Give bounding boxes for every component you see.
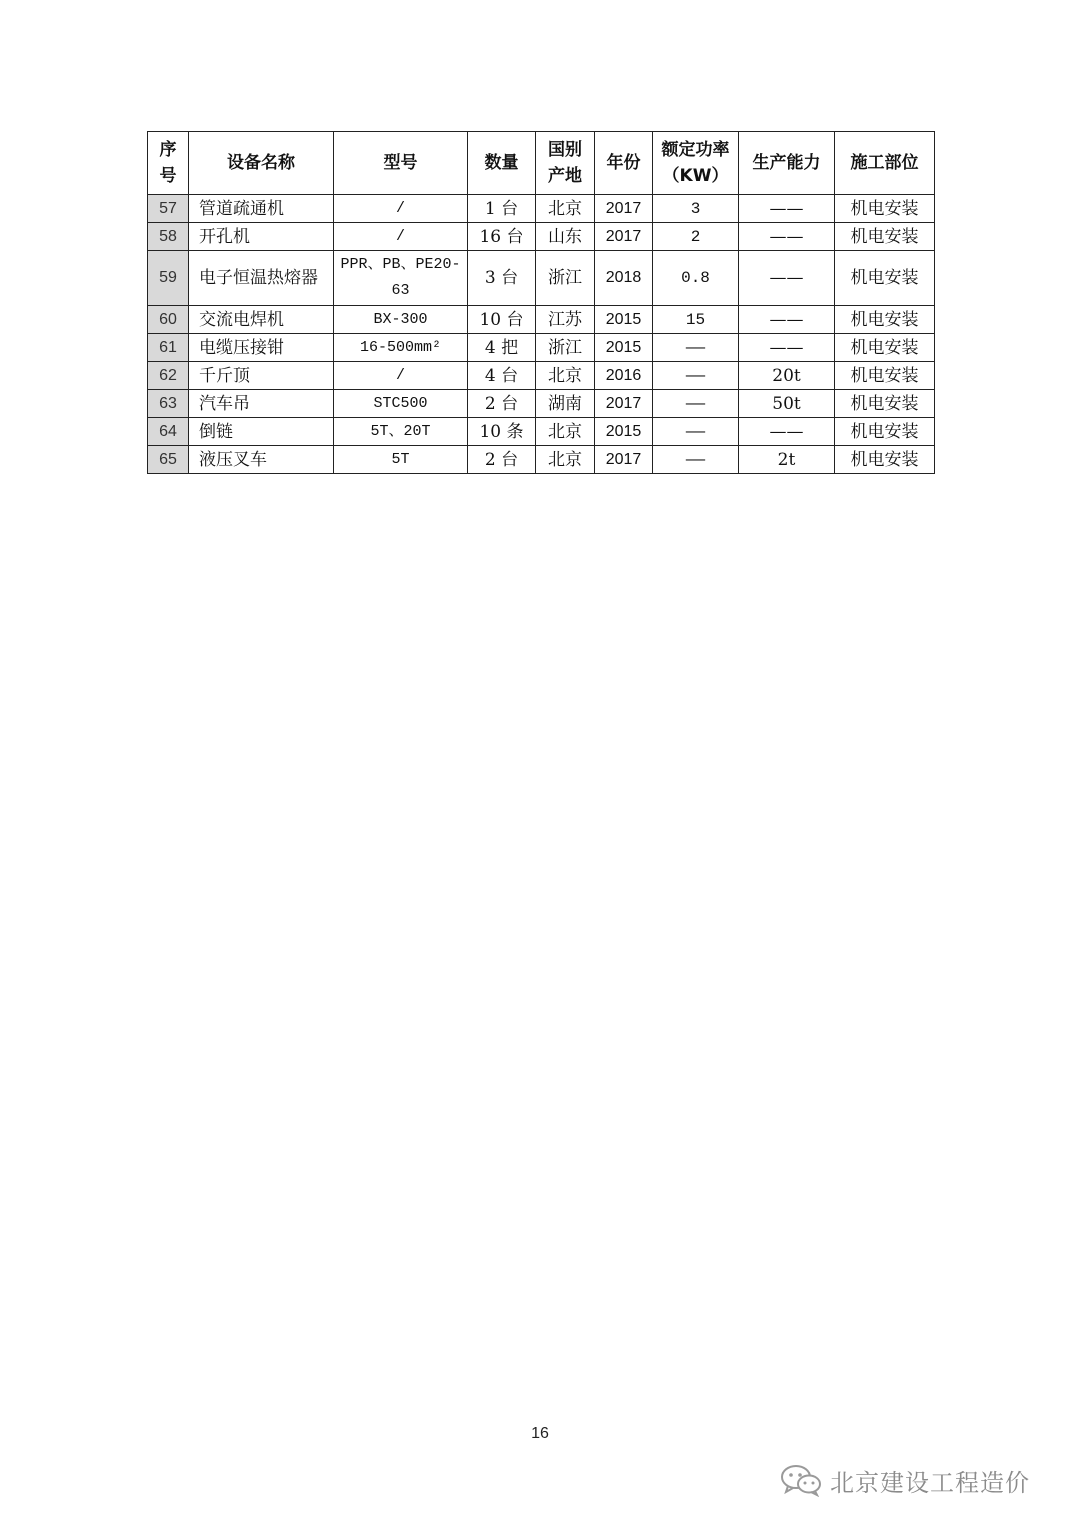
header-capacity: 生产能力 — [739, 132, 835, 195]
cell-location: 机电安装 — [835, 223, 935, 251]
header-name: 设备名称 — [189, 132, 334, 195]
cell-year: 2017 — [595, 223, 653, 251]
cell-location: 机电安装 — [835, 334, 935, 362]
cell-capacity: —— — [739, 195, 835, 223]
table-row — [148, 390, 935, 418]
cell-location: 机电安装 — [835, 195, 935, 223]
cell-qty: 10 台 — [468, 306, 536, 334]
table-row — [148, 223, 935, 251]
cell-seq: 57 — [148, 195, 189, 223]
cell-origin: 湖南 — [536, 390, 595, 418]
cell-model: / — [334, 223, 468, 251]
cell-model: / — [334, 362, 468, 390]
header-model: 型号 — [334, 132, 468, 195]
cell-qty: 4 把 — [468, 334, 536, 362]
cell-year: 2017 — [595, 195, 653, 223]
cell-seq: 58 — [148, 223, 189, 251]
cell-capacity: 50t — [739, 390, 835, 418]
table-header-row — [148, 132, 935, 195]
cell-seq: 62 — [148, 362, 189, 390]
cell-power: 3 — [653, 195, 739, 223]
cell-name: 管道疏通机 — [189, 195, 334, 223]
cell-capacity: —— — [739, 334, 835, 362]
cell-origin: 江苏 — [536, 306, 595, 334]
cell-power: —— — [653, 446, 739, 474]
table-row — [148, 195, 935, 223]
cell-qty: 2 台 — [468, 390, 536, 418]
wechat-icon — [780, 1463, 822, 1497]
cell-year: 2016 — [595, 362, 653, 390]
cell-model: STC500 — [334, 390, 468, 418]
table-row — [148, 446, 935, 474]
cell-qty: 4 台 — [468, 362, 536, 390]
cell-qty: 1 台 — [468, 195, 536, 223]
table-row — [148, 362, 935, 390]
cell-seq: 61 — [148, 334, 189, 362]
cell-name: 汽车吊 — [189, 390, 334, 418]
cell-origin: 北京 — [536, 362, 595, 390]
cell-capacity: —— — [739, 251, 835, 306]
cell-year: 2018 — [595, 251, 653, 306]
cell-model: 5T — [334, 446, 468, 474]
cell-seq: 64 — [148, 418, 189, 446]
cell-power: —— — [653, 362, 739, 390]
table-row — [148, 418, 935, 446]
cell-power: 15 — [653, 306, 739, 334]
header-year: 年份 — [595, 132, 653, 195]
cell-location: 机电安装 — [835, 418, 935, 446]
cell-capacity: 2t — [739, 446, 835, 474]
cell-seq: 63 — [148, 390, 189, 418]
cell-qty: 3 台 — [468, 251, 536, 306]
cell-origin: 浙江 — [536, 251, 595, 306]
cell-model: PPR、PB、PE20-63 — [334, 251, 468, 306]
cell-year: 2015 — [595, 418, 653, 446]
table-row — [148, 306, 935, 334]
cell-year: 2017 — [595, 390, 653, 418]
cell-power: —— — [653, 334, 739, 362]
header-seq: 序号 — [148, 132, 189, 195]
table-body — [148, 195, 935, 474]
cell-capacity: —— — [739, 306, 835, 334]
cell-power: 2 — [653, 223, 739, 251]
cell-model: 5T、20T — [334, 418, 468, 446]
cell-seq: 65 — [148, 446, 189, 474]
cell-capacity: 20t — [739, 362, 835, 390]
page-number: 16 — [531, 1425, 549, 1442]
cell-origin: 浙江 — [536, 334, 595, 362]
equipment-table — [147, 131, 935, 474]
cell-year: 2015 — [595, 306, 653, 334]
cell-name: 开孔机 — [189, 223, 334, 251]
header-qty: 数量 — [468, 132, 536, 195]
header-location: 施工部位 — [835, 132, 935, 195]
cell-capacity: —— — [739, 418, 835, 446]
cell-name: 交流电焊机 — [189, 306, 334, 334]
cell-name: 电缆压接钳 — [189, 334, 334, 362]
cell-location: 机电安装 — [835, 251, 935, 306]
cell-location: 机电安装 — [835, 306, 935, 334]
cell-name: 倒链 — [189, 418, 334, 446]
cell-year: 2015 — [595, 334, 653, 362]
cell-location: 机电安装 — [835, 446, 935, 474]
cell-power: —— — [653, 390, 739, 418]
header-power: 额定功率（KW） — [653, 132, 739, 195]
cell-qty: 2 台 — [468, 446, 536, 474]
watermark-text: 北京建设工程造价 — [830, 1468, 1030, 1497]
header-origin: 国别产地 — [536, 132, 595, 195]
cell-power: —— — [653, 418, 739, 446]
cell-capacity: —— — [739, 223, 835, 251]
cell-power: 0.8 — [653, 251, 739, 306]
table-row — [148, 251, 935, 306]
cell-year: 2017 — [595, 446, 653, 474]
cell-origin: 北京 — [536, 195, 595, 223]
cell-seq: 60 — [148, 306, 189, 334]
cell-name: 千斤顶 — [189, 362, 334, 390]
table-row — [148, 334, 935, 362]
cell-origin: 北京 — [536, 418, 595, 446]
cell-model: BX-300 — [334, 306, 468, 334]
cell-location: 机电安装 — [835, 362, 935, 390]
cell-name: 液压叉车 — [189, 446, 334, 474]
cell-name: 电子恒温热熔器 — [189, 251, 334, 306]
cell-origin: 北京 — [536, 446, 595, 474]
cell-location: 机电安装 — [835, 390, 935, 418]
cell-model: 16-500mm² — [334, 334, 468, 362]
cell-qty: 10 条 — [468, 418, 536, 446]
cell-qty: 16 台 — [468, 223, 536, 251]
cell-seq: 59 — [148, 251, 189, 306]
cell-model: / — [334, 195, 468, 223]
cell-origin: 山东 — [536, 223, 595, 251]
watermark — [780, 1460, 1030, 1500]
